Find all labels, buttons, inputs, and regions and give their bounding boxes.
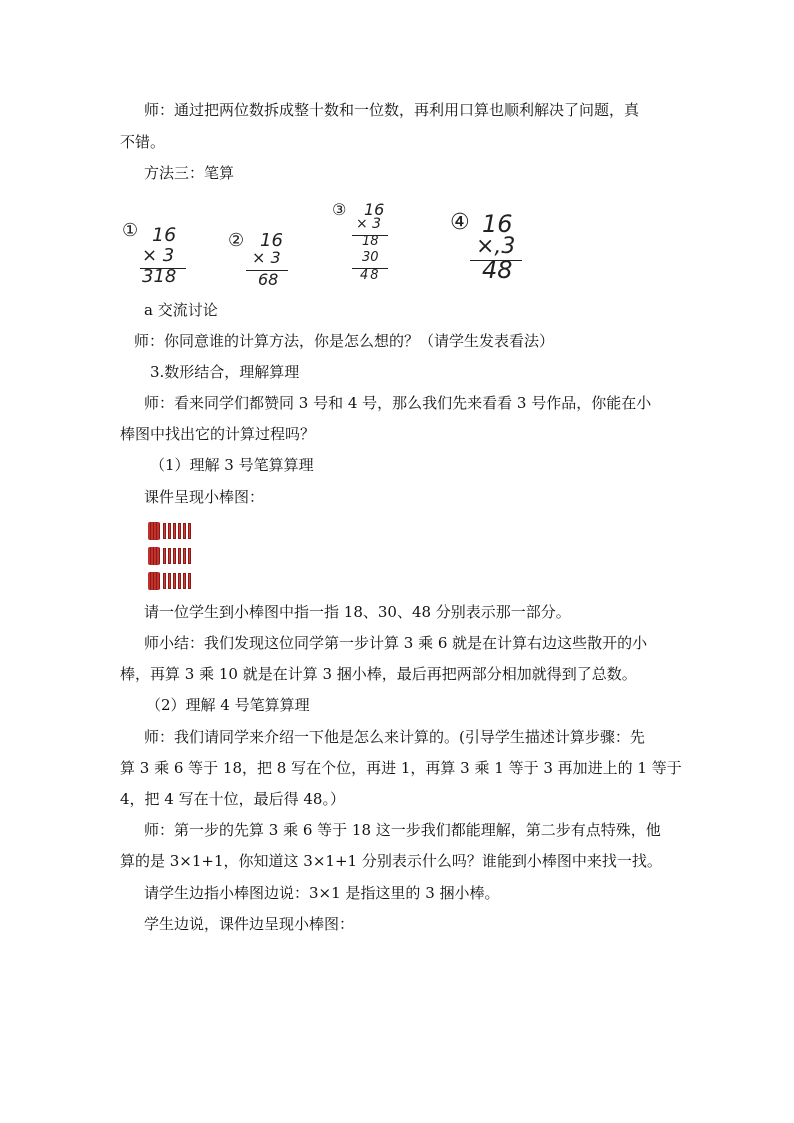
multiplier: ×,3 — [476, 234, 516, 259]
loose-stick — [168, 523, 171, 539]
loose-stick — [173, 548, 176, 564]
paragraph-line: 师：我们请同学来介绍一下他是怎么来计算的。(引导学生描述计算步骤：先 — [144, 728, 645, 746]
result: 48 — [482, 256, 513, 284]
stick-diagram — [148, 520, 193, 595]
paragraph-line: 算 3 乘 6 等于 18，把 8 写在个位，再进 1，再算 3 乘 1 等于 3 再加进上的 1 等于 — [120, 759, 682, 777]
multiplier: × 3 — [252, 248, 281, 267]
loose-stick — [163, 573, 166, 589]
paragraph-line: 学生边说，课件边呈现小棒图： — [144, 915, 355, 933]
result: 318 — [142, 266, 177, 287]
stick-bundle — [148, 572, 160, 590]
result: 48 — [360, 268, 381, 283]
section-heading: 3.数形结合，理解算理 — [150, 363, 300, 381]
loose-stick — [163, 523, 166, 539]
loose-stick — [178, 573, 181, 589]
circled-number: ③ — [332, 200, 347, 219]
subsection-heading: （2）理解 4 号笔算算理 — [146, 696, 310, 714]
loose-stick — [183, 548, 186, 564]
loose-stick — [188, 548, 191, 564]
stick-row — [148, 545, 193, 567]
paragraph-line: 师：第一步的先算 3 乘 6 等于 18 这一步我们都能理解，第二步有点特殊，他 — [144, 821, 661, 839]
paragraph-line: 请学生边指小棒图边说：3×1 是指这里的 3 捆小棒。 — [144, 884, 500, 902]
multiplicand: 16 — [364, 200, 385, 219]
multiplicand: 16 — [152, 224, 177, 246]
paragraph-line: 棒图中找出它的计算过程吗？ — [120, 425, 316, 443]
loose-stick — [183, 573, 186, 589]
method-heading: 方法三：笔算 — [144, 164, 235, 182]
multiplier: × 3 — [356, 216, 382, 232]
loose-stick — [183, 523, 186, 539]
multiplier: × 3 — [142, 245, 175, 266]
loose-stick — [188, 523, 191, 539]
loose-stick — [168, 548, 171, 564]
paragraph-line: 师小结：我们发现这位同学第一步计算 3 乘 6 就是在计算右边这些散开的小 — [144, 634, 648, 652]
paragraph-line: 不错。 — [120, 133, 166, 151]
circled-number: ① — [122, 220, 139, 241]
stick-row — [148, 570, 193, 592]
loose-stick — [163, 548, 166, 564]
paragraph-line: 师：通过把两位数拆成整十数和一位数，再利用口算也顺利解决了问题，真 — [144, 101, 640, 119]
paragraph-line: 师：看来同学们都赞同 3 号和 4 号，那么我们先来看看 3 号作品，你能在小 — [144, 394, 652, 412]
stick-bundle — [148, 522, 160, 540]
paragraph-line: 师：你同意谁的计算方法，你是怎么想的？（请学生发表看法） — [134, 332, 555, 350]
loose-stick — [168, 573, 171, 589]
paragraph-line: 课件呈现小棒图： — [144, 488, 265, 506]
paragraph-line: 4，把 4 写在十位，最后得 48。） — [120, 790, 345, 808]
circled-number: ② — [228, 230, 245, 251]
loose-stick — [173, 523, 176, 539]
subsection-heading: （1）理解 3 号笔算算理 — [150, 456, 314, 474]
paragraph-line: 算的是 3×1+1，你知道这 3×1+1 分别表示什么吗？谁能到小棒图中来找一找。 — [120, 852, 662, 870]
multiplicand: 16 — [260, 230, 283, 251]
circled-number: ④ — [450, 210, 470, 235]
stick-row — [148, 520, 193, 542]
loose-stick — [188, 573, 191, 589]
loose-stick — [178, 523, 181, 539]
paragraph-line: a 交流讨论 — [144, 301, 218, 319]
paragraph-line: 请一位学生到小棒图中指一指 18、30、48 分别表示那一部分。 — [144, 603, 571, 621]
paragraph-line: 棒，再算 3 乘 10 就是在计算 3 捆小棒，最后再把两部分相加就得到了总数。 — [120, 665, 637, 683]
loose-stick — [178, 548, 181, 564]
multiplicand: 16 — [482, 210, 513, 238]
partial-product-2: 30 — [362, 250, 379, 265]
result: 68 — [258, 270, 279, 289]
partial-product-1: 18 — [362, 234, 379, 249]
stick-bundle — [148, 547, 160, 565]
loose-stick — [173, 573, 176, 589]
